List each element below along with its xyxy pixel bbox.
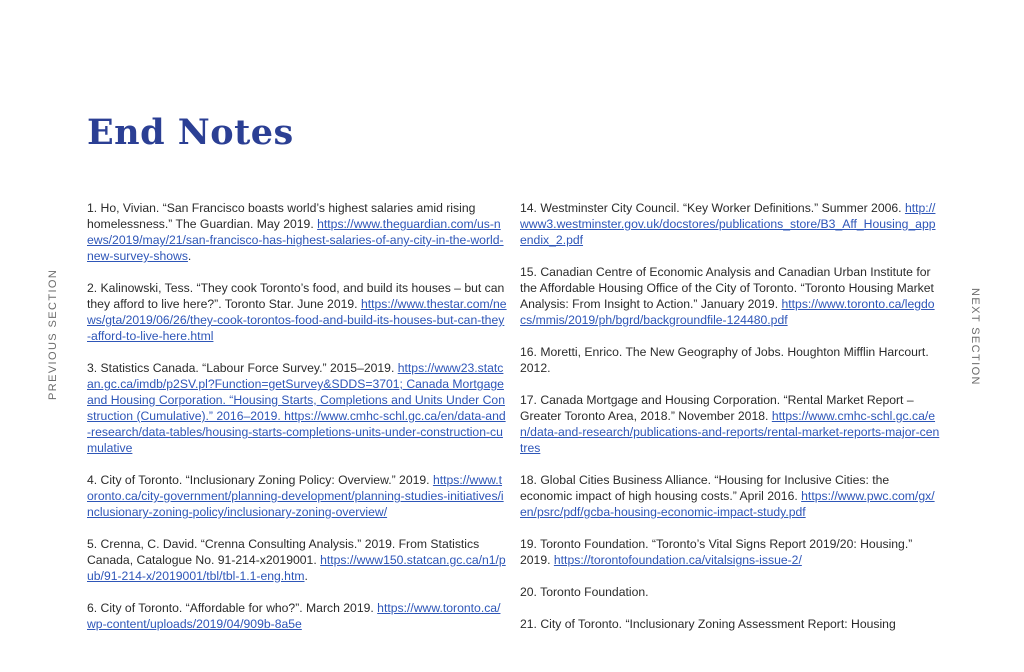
endnote-item [87, 536, 507, 584]
endnote-link[interactable]: https://www.thestar.com/news/gta/2019/06/26/they-cook-torontos-food-and-build-its-houses-but-can-they-afford-to-live-here.html [87, 297, 507, 343]
endnote-item [87, 600, 507, 632]
endnote-link[interactable]: https://www.toronto.ca/wp-content/uploads/2019/04/909b-8a5e [87, 601, 501, 631]
endnote-item [520, 200, 940, 248]
endnote-item [87, 280, 507, 344]
endnote-link[interactable]: https://www.toronto.ca/legdocs/mmis/2019/ph/bgrd/backgroundfile-124480.pdf [520, 297, 935, 327]
endnote-text: 2. Kalinowski, Tess. “They cook Toronto’s food, and build its houses – but can they afford to live here?”. Toronto Star. June 2019. [87, 281, 505, 311]
endnote-item [520, 344, 940, 376]
page-title: End Notes [87, 112, 294, 153]
endnote-item [520, 616, 940, 632]
endnote-link[interactable]: https://torontofoundation.ca/vitalsigns-issue-2/ [553, 553, 802, 567]
endnote-text: 19. Toronto Foundation. “Toronto’s Vital Signs Report 2019/20: Housing.” 2019. [520, 537, 913, 567]
endnote-link[interactable]: https://www150.statcan.gc.ca/n1/pub/91-214-x/2019001/tbl/tbl-1.1-eng.htm [87, 553, 506, 583]
endnote-text: 4. City of Toronto. “Inclusionary Zoning Policy: Overview.” 2019. [87, 473, 430, 487]
endnote-text: 17. Canada Mortgage and Housing Corporation. “Rental Market Report – Greater Toronto Area, 2018.” November 2018. [520, 393, 914, 423]
endnote-link[interactable]: https://www.theguardian.com/us-news/2019/may/21/san-francisco-has-highest-salaries-of-any-city-in-the-world-new-survey-shows [87, 217, 504, 263]
endnote-link[interactable]: https://www.toronto.ca/city-government/planning-development/planning-studies-initiatives/inclusionary-zoning-policy/inclusionary-zoning-overview/ [87, 473, 504, 519]
endnote-item [520, 472, 940, 520]
endnote-link[interactable]: http://www3.westminster.gov.uk/docstores/publications_store/B3_Aff_Housing_appendix_2.pdf [520, 201, 936, 247]
endnote-item [87, 360, 507, 456]
endnote-text: 18. Global Cities Business Alliance. “Housing for Inclusive Cities: the economic impact of high housing costs.” April 2016. [520, 473, 890, 503]
endnote-item [87, 472, 507, 520]
next-section-link[interactable]: NEXT SECTION [969, 288, 981, 386]
endnote-item [520, 536, 940, 568]
endnote-text: 6. City of Toronto. “Affordable for who?”. March 2019. [87, 601, 374, 615]
endnote-item [520, 392, 940, 456]
endnote-link[interactable]: https://www.pwc.com/gx/en/psrc/pdf/gcba-housing-economic-impact-study.pdf [520, 489, 935, 519]
endnote-link[interactable]: https://www23.statcan.gc.ca/imdb/p2SV.pl?Function=getSurvey&SDDS=3701; Canada Mortgage and Housing Corporation. “Housing Starts, Completions and Units Under Construction (Cumulative).” 2016–2019. https://www.cmhc-schl.gc.ca/en/data-and-research/data-tables/housing-starts-completions-units-under-construction-cumulative [87, 361, 506, 455]
endnote-text: 14. Westminster City Council. “Key Worker Definitions.” Summer 2006. [520, 201, 902, 215]
endnote-text: 15. Canadian Centre of Economic Analysis and Canadian Urban Institute for the Affordable Housing Office of the City of Toronto. “Toronto Housing Market Analysis: From Insight to Action.” January 2019. [520, 265, 934, 311]
endnote-tail: . [187, 249, 192, 263]
endnote-text: 5. Crenna, C. David. “Crenna Consulting Analysis.” 2019. From Statistics Canada, Catalogue No. 91-214-x2019001. [87, 537, 480, 567]
endnote-text: 20. Toronto Foundation. [520, 585, 649, 599]
endnote-text: 1. Ho, Vivian. “San Francisco boasts world’s highest salaries amid rising homelessness.” The Guardian. May 2019. [87, 201, 476, 231]
endnote-link[interactable]: https://www.cmhc-schl.gc.ca/en/data-and-research/publications-and-reports/rental-market-reports-major-centres [520, 409, 940, 455]
previous-section-link[interactable]: PREVIOUS SECTION [47, 268, 59, 400]
endnote-text: 3. Statistics Canada. “Labour Force Survey.” 2015–2019. [87, 361, 395, 375]
endnote-text: 16. Moretti, Enrico. The New Geography of Jobs. Houghton Mifflin Harcourt. 2012. [520, 345, 929, 375]
endnote-text: 21. City of Toronto. “Inclusionary Zoning Assessment Report: Housing [520, 617, 896, 631]
endnote-item [520, 584, 940, 600]
endnote-tail: . [304, 569, 308, 583]
endnotes-left-column [87, 200, 507, 648]
endnotes-right-column [520, 200, 940, 648]
endnote-item [520, 264, 940, 328]
endnote-item [87, 200, 507, 264]
